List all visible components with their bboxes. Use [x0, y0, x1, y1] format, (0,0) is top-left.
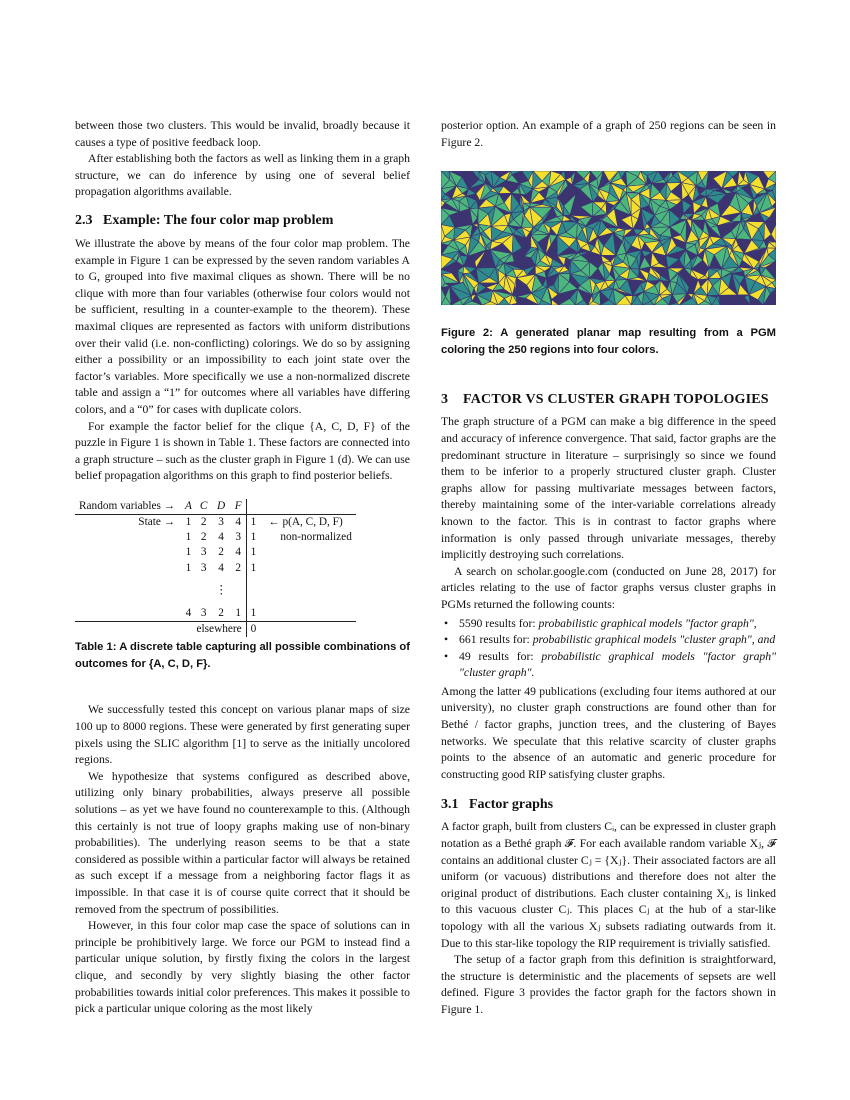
- table-cell: 2: [218, 606, 224, 619]
- paragraph-example: For example the factor belief for the clique {A, C, D, F} of the puzzle in Figure 1 is shown in Table 1. These factors are connected into a graph structure – such as the cluster graph in Figure 1 (d). We can use belief propagation algorithms on this graph to find posterior beliefs.: [75, 419, 410, 483]
- random-variables-label: Random variables →: [79, 499, 176, 512]
- right-column: [441, 118, 776, 1019]
- paragraph-posterior: posterior option. An example of a graph of 250 regions can be seen in Figure 2.: [441, 119, 776, 149]
- list-item: [455, 649, 776, 682]
- table-cell: 3: [200, 561, 207, 574]
- result-query: probabilistic graphical models "factor graph",: [538, 616, 757, 630]
- var-header: F: [231, 499, 246, 515]
- result-query: probabilistic graphical models "factor graph" "cluster graph".: [459, 649, 777, 680]
- table-header-row: [75, 499, 356, 515]
- table-cell: 1: [250, 606, 257, 619]
- var-header: D: [217, 499, 226, 512]
- section-title: Factor graphs: [469, 797, 554, 813]
- table-1: [75, 499, 410, 673]
- table-note: ← p(A, C, D, F): [260, 515, 356, 531]
- section-3-heading: [441, 391, 776, 409]
- table-cell: 3: [200, 606, 207, 619]
- elsewhere-label: elsewhere: [181, 622, 246, 638]
- table-caption: Table 1: A discrete table capturing all possible combinations of outcomes for {A, C, D, F}.: [75, 641, 410, 670]
- table-row: [75, 530, 356, 545]
- table-cell: 1: [185, 546, 192, 559]
- table-note: non-normalized: [280, 531, 352, 544]
- factor-table: [75, 499, 356, 637]
- paragraph-illustrate: We illustrate the above by means of the four color map problem. The example in Figure 1 can be expressed by the seven random variables A to G, grouped into five maximal cliques as shown. There will be no clique with more than four variables (otherwise four colors would not be sufficient, resulting in a counter-example to the theorem). These maximal cliques are represented as factors with uniform distributions over their valid (i.e. non-conflicting) colorings. We do so by assigning either a possibility or an impossibility to each joint state over the factor’s variables. More specifically we use a non-normalized discrete table and assign a “1” for outcomes where all variables have differing colors, and a “0” for cases with duplicate colors.: [75, 236, 410, 416]
- paragraph-after: After establishing both the factors as well as linking them in a graph structure, we can do inference by using one of several belief propagation algorithms available.: [75, 152, 410, 199]
- table-cell: 1: [250, 561, 257, 574]
- section-3-1-heading: [441, 796, 776, 814]
- table-cell: 1: [185, 531, 192, 544]
- paragraph-factor-graph: A factor graph, built from clusters Cᵢ, can be expressed in cluster graph notation as a Bethé graph 𝓕. For each available random variable Xⱼ, 𝓕 contains an additional cluster Cⱼ = {Xⱼ}. Their associated factors are all uniform (or vacuous) distributions and therefore does not alter the original product of distributions. Each cluster containing Xⱼ, is linked to this vacuous cluster Cⱼ. This places Cⱼ at the hub of a star-like topology with all the various Xⱼ subsets radiating outwards from it. Due to this star-like topology the RIP requirement is trivially satisfied.: [441, 820, 776, 950]
- table-cell: 1: [250, 531, 257, 544]
- table-cell: 1: [250, 546, 257, 559]
- table-cell: 4: [185, 606, 192, 619]
- state-label: State →: [75, 515, 181, 531]
- paragraph-tested: We successfully tested this concept on various planar maps of size 100 up to 8000 regions. These were generated by first generating super pixels using the SLIC algorithm [1] to serve as the initially uncolored regions.: [75, 703, 410, 767]
- paragraph-however: However, in this four color map case the space of solutions can in principle be prohibitively large. We force our PGM to instead find a particular unique solution, by firstly fixing the colors in the largest clique, and secondly by very slightly biasing the other factor probabilities towards initial color preferences. This makes it possible to pick a particular unique coloring as the most likely: [75, 919, 410, 1016]
- list-item: [455, 616, 776, 633]
- paragraph-among: Among the latter 49 publications (excluding four items authored at our university), no cluster graph constructions are found other than for Bethé / factor graphs, junction trees, and the clustering of Bayes networks. We speculate that this relative scarcity of cluster graphs points to the absence of an automatic and generic procedure for constructing good RIP satisfying cluster graphs.: [441, 684, 776, 781]
- table-cell: 2: [200, 531, 207, 544]
- paragraph-graph-structure: The graph structure of a PGM can make a big difference in the speed and accuracy of inference convergence. That said, factor graphs are the predominant structure in literature – surprisingly so since we found them to be inferior to a properly structured cluster graph. Cluster graphs allow for passing multivariate messages between factors, thereby maintaining some of the inter-variable correlations already known to the factor. This is in contrast to factor graphs where information is only passed through univariate messages, thereby implicitly destroying such correlations.: [441, 415, 776, 562]
- table-cell: 4: [218, 531, 224, 544]
- result-count: 5590 results for:: [459, 616, 536, 630]
- var-header: A: [185, 499, 192, 512]
- table-cell: 3: [200, 546, 207, 559]
- table-cell: 4: [218, 561, 224, 574]
- table-cell: 4: [231, 515, 246, 531]
- table-row: [75, 622, 356, 638]
- paragraph-setup: The setup of a factor graph from this definition is straightforward, the structure is deterministic and the placements of sepsets are well defined. Figure 3 provides the factor graph for the factors shown in Figure 1.: [441, 953, 776, 1016]
- table-row: [75, 545, 356, 560]
- section-2-3-heading: [75, 212, 410, 230]
- result-query: probabilistic graphical models "cluster graph", and: [532, 633, 776, 647]
- table-row: [75, 606, 356, 622]
- table-cell: 1: [246, 515, 260, 531]
- table-cell: 4: [231, 545, 246, 560]
- table-cell: 0: [246, 622, 260, 638]
- table-row: [75, 515, 356, 531]
- paragraph-search: A search on scholar.google.com (conducted on June 28, 2017) for articles relating to the use of factor graphs versus cluster graphs in PGMs returned the following counts:: [441, 564, 776, 611]
- table-row: [75, 561, 356, 576]
- section-number: 3: [441, 392, 449, 408]
- var-header: C: [199, 499, 208, 512]
- left-column: [75, 118, 410, 1018]
- table-cell: 3: [231, 530, 246, 545]
- result-count: 661 results for:: [459, 633, 530, 647]
- result-count: 49 results for:: [459, 649, 534, 663]
- planar-map-image: [441, 171, 776, 305]
- table-cell: 2: [231, 561, 246, 576]
- table-cell: 2: [196, 515, 212, 531]
- table-cell: 1: [231, 606, 246, 622]
- section-title: FACTOR VS CLUSTER GRAPH TOPOLOGIES: [463, 392, 769, 408]
- table-cell: 3: [211, 515, 230, 531]
- list-item: [455, 632, 776, 649]
- table-cell: 1: [185, 561, 192, 574]
- section-number: 3.1: [441, 797, 459, 813]
- section-number: 2.3: [75, 212, 93, 228]
- figure-2-planar-map: [441, 171, 776, 305]
- vertical-ellipsis: ⋮: [215, 584, 227, 597]
- section-title: Example: The four color map problem: [103, 212, 334, 228]
- paragraph-intro: between those two clusters. This would be invalid, broadly because it causes a type of positive feedback loop.: [75, 119, 410, 149]
- table-cell: 2: [218, 546, 224, 559]
- table-cell: 1: [181, 515, 196, 531]
- paragraph-hypothesize: We hypothesize that systems configured as described above, utilizing only binary probabilities, always preserve all possible solutions – as yet we have found no counterexample to this. (Although this certainly is not true of loopy graphs making use of non-binary probabilities). The underlying reason seems to be that a state considered as possible within a particular factor will always be retained as such except if a message from a neighboring factor flags it as impossible. In that case it is of course quite correct that it should be removed from the spectrum of possibilities.: [75, 769, 410, 916]
- results-list: [441, 616, 776, 682]
- table-row: [75, 576, 356, 606]
- figure-caption: Figure 2: A generated planar map resulting from a PGM coloring the 250 regions into four colors.: [441, 327, 776, 356]
